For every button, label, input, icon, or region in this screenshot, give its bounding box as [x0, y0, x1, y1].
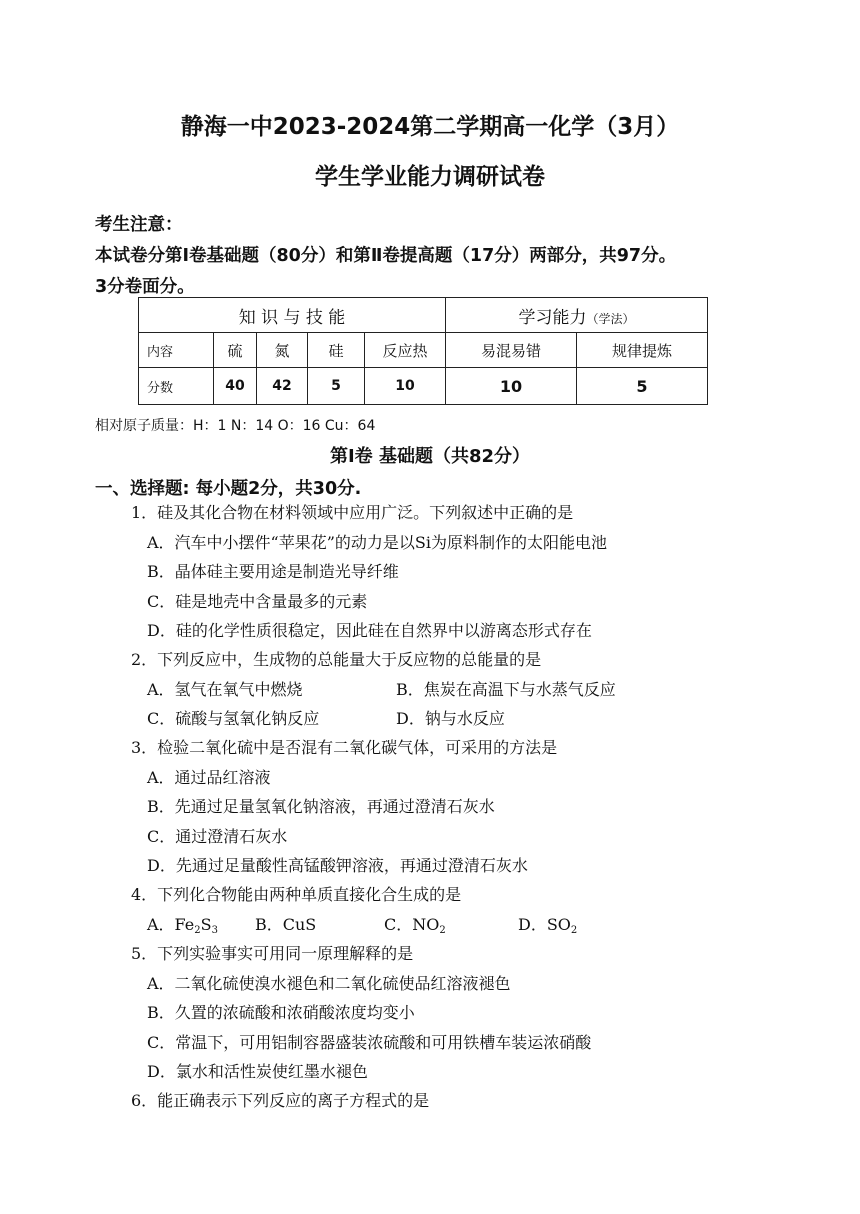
- group-ability-note: （学法）: [586, 311, 635, 326]
- group-knowledge-header: 知 识 与 技 能: [139, 298, 446, 333]
- notice-line-1: 本试卷分第Ⅰ卷基础题（80分）和第Ⅱ卷提高题（17分）两部分，共97分。: [95, 246, 677, 266]
- score-cell: 42: [257, 368, 308, 405]
- score-cell: 10: [446, 368, 577, 405]
- question-option: D．硅的化学性质很稳定，因此硅在自然界中以游离态形式存在: [147, 621, 592, 640]
- subscript: 2: [570, 925, 578, 936]
- question-stem: 5．下列实验事实可用同一原理解释的是: [131, 944, 414, 963]
- column-header: 规律提炼: [577, 333, 708, 368]
- question-option: B．焦炭在高温下与水蒸气反应: [396, 680, 616, 699]
- question-option: C．硫酸与氢氧化钠反应: [147, 709, 320, 728]
- notice-label: 考生注意：: [95, 215, 183, 235]
- column-header: 氮: [257, 333, 308, 368]
- question-option: [147, 912, 218, 936]
- option-text: C．NO: [384, 915, 440, 934]
- score-cell: 5: [577, 368, 708, 405]
- option-text: A．Fe: [147, 915, 195, 934]
- question-stem: 2．下列反应中，生成物的总能量大于反应物的总能量的是: [131, 650, 542, 669]
- question-option: D．氯水和活性炭使红墨水褪色: [147, 1062, 368, 1081]
- question-stem: 4．下列化合物能由两种单质直接化合生成的是: [131, 885, 462, 904]
- question-option: D．先通过足量酸性高锰酸钾溶液，再通过澄清石灰水: [147, 856, 528, 875]
- score-cell: 5: [308, 368, 365, 405]
- question-option: A．氢气在氧气中燃烧: [147, 680, 303, 699]
- option-text: S: [200, 915, 212, 934]
- score-distribution-table: [138, 297, 708, 405]
- question-option: A．二氧化硫使溴水褪色和二氧化硫使品红溶液褪色: [147, 974, 511, 993]
- row-score-label: 分数: [139, 368, 214, 405]
- column-header: 硫: [214, 333, 257, 368]
- score-cell: 10: [365, 368, 446, 405]
- column-header: 硅: [308, 333, 365, 368]
- subscript: 2: [439, 925, 446, 936]
- question-stem: 6．能正确表示下列反应的离子方程式的是: [131, 1091, 430, 1110]
- question-option: B．晶体硅主要用途是制造光导纤维: [147, 562, 399, 581]
- subscript: 3: [211, 925, 218, 936]
- part-heading: 一、选择题: 每小题2分，共30分.: [95, 479, 362, 499]
- question-option: B．先通过足量氢氧化钠溶液，再通过澄清石灰水: [147, 797, 495, 816]
- question-option: B．久置的浓硫酸和浓硝酸浓度均变小: [147, 1003, 415, 1022]
- question-option: C．通过澄清石灰水: [147, 827, 288, 846]
- column-header: 反应热: [365, 333, 446, 368]
- score-cell: 40: [214, 368, 257, 405]
- question-stem: 3．检验二氧化硫中是否混有二氧化碳气体，可采用的方法是: [131, 738, 558, 757]
- question-stem: 1．硅及其化合物在材料领域中应用广泛。下列叙述中正确的是: [131, 503, 574, 522]
- group-ability-label: 学习能力: [518, 307, 587, 328]
- question-option: A．汽车中小摆件“苹果花”的动力是以Si为原料制作的太阳能电池: [147, 533, 607, 552]
- question-option: B．CuS: [255, 915, 317, 934]
- group-ability-header: [446, 298, 708, 333]
- column-header: 易混易错: [446, 333, 577, 368]
- question-option: C．硅是地壳中含量最多的元素: [147, 592, 368, 611]
- question-option: C．常温下，可用铝制容器盛装浓硫酸和可用铁槽车装运浓硝酸: [147, 1033, 592, 1052]
- section-title: 第Ⅰ卷 基础题（共82分）: [329, 446, 530, 467]
- question-option: D．钠与水反应: [396, 709, 505, 728]
- subscript: 2: [194, 925, 201, 936]
- question-option: [384, 912, 446, 936]
- atomic-mass-line: 相对原子质量：H：1 N：14 O：16 Cu：64: [95, 418, 376, 434]
- question-option: [518, 912, 577, 936]
- option-text: D．SO: [518, 915, 571, 934]
- exam-title: 静海一中2023-2024第二学期高一化学（3月）: [180, 114, 680, 140]
- exam-subtitle: 学生学业能力调研试卷: [315, 164, 545, 190]
- notice-line-2: 3分卷面分。: [95, 277, 195, 297]
- question-option: A．通过品红溶液: [147, 768, 271, 787]
- row-content-label: 内容: [139, 333, 214, 368]
